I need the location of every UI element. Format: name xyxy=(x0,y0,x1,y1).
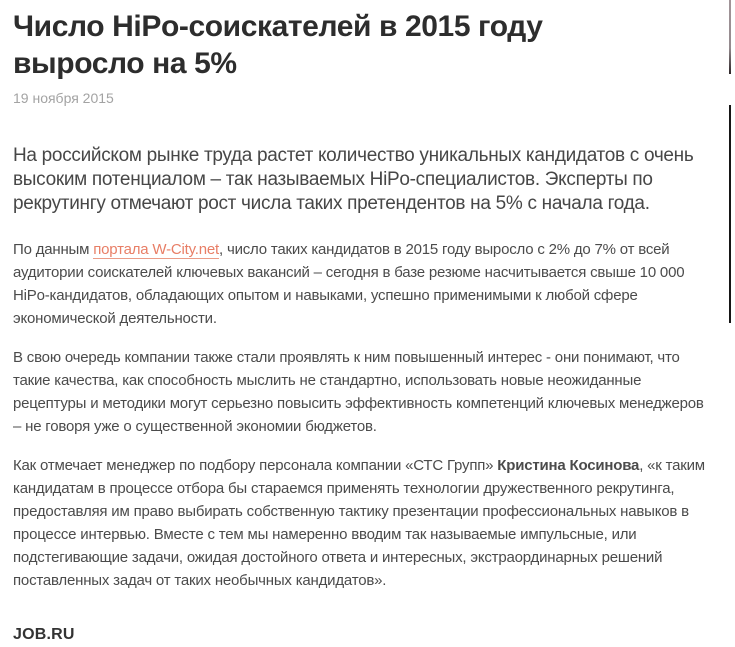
page-title xyxy=(13,8,709,82)
w-city-net-link[interactable]: портала W-City.net xyxy=(93,241,220,258)
source-link[interactable]: JOB.RU xyxy=(13,626,75,643)
paragraph-quote-before-bold: Как отмечает менеджер по подбору персонала компании «СТС Групп» xyxy=(13,457,498,474)
publish-date: 19 ноября 2015 xyxy=(13,90,114,106)
person-name: Кристина Косинова xyxy=(497,457,640,474)
scrollbar-top-segment[interactable] xyxy=(729,0,731,74)
lead-paragraph: На российском рынке труда растет количество уникальных кандидатов с очень высоким потенциалом – так называемых HiPo-специалистов. Эксперты по рекрутингу отмечают рост числа таких претендентов на 5% с начала года. xyxy=(13,145,694,214)
paragraph-companies-interest: В свою очередь компании также стали проявлять к ним повышенный интерес - они понимают, что такие качества, как способность мыслить не стандартно, использовать новые неожиданные рецептуры и методики могут серьезно повысить эффективность компетенций ключевых менеджеров – не говоря уже о существенной экономии бюджетов. xyxy=(13,349,704,435)
scrollbar-thumb[interactable] xyxy=(729,105,731,323)
page-title-line-1: Число HiPo-соискателей в 2015 году xyxy=(13,10,543,43)
paragraph-quote-after-bold: , «к таким кандидатам в процессе отбора бы стараемся применять технологии дружественного рекрутинга, предоставляя им право выбирать собственную тактику презентации профессиональных навыков в процессе интервью. Вместе с тем мы намеренно вводим так называемые импульсные, или подстегивающие задачи, ожидая достойного ответа и интересных, экстраординарных решений поставленных задач от таких необычных кандидатов». xyxy=(13,457,705,589)
page-title-line-2: выросло на 5% xyxy=(13,47,237,80)
paragraph-expert-quote xyxy=(13,454,709,592)
paragraph-source-before-link: По данным xyxy=(13,241,94,258)
paragraph-source-after-link: , число таких кандидатов в 2015 году выросло с 2% до 7% от всей аудитории соискателей ключевых вакансий – сегодня в базе резюме насчитывается свыше 10 000 HiPo-кандидатов, обладающих опытом и навыками, успешно применимыми к любой сфере экономической деятельности. xyxy=(13,241,685,327)
paragraph-source-data xyxy=(13,238,709,330)
